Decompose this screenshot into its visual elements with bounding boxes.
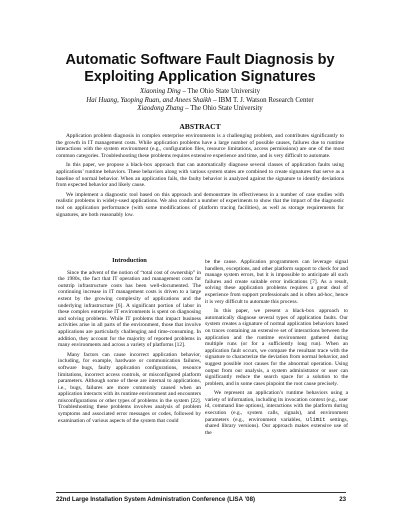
left-column	[58, 255, 201, 427]
abstract	[56, 133, 344, 221]
body-paragraph: We represent an application’s runtime behaviors using a variety of information, including its invocation context (e.g., user id, command line options), interactions with the platform during execution (e.g., system calls, signals), and environment parameters (e.g., environment variables, ulimit settings, shared library versions). Our approach makes extensive use of the	[205, 390, 348, 436]
abstract-heading: ABSTRACT	[179, 122, 221, 131]
abstract-paragraph: We implement a diagnostic tool based on this approach and demonstrate its effectiveness in a number of case studies with realistic problems in widely-used applications. We also conduct a number of experiments to show that the impact of the diagnostic tool on application performance (with some modifications of platform tracing facilities), as well as storage requirements for signatures, are both reasonably low.	[56, 191, 344, 218]
author-affiliation: – IBM T. J. Watson Research Center	[211, 96, 314, 104]
body-paragraph: In this paper, we present a black-box approach to automatically diagnose several types of application faults. Our system creates a signature of normal application behaviors based on traces containing an extensive set of interactions between the application and the runtime environment gathered during multiple runs (or for a sufficiently long run). When an application fault occurs, we compare the resultant trace with the signature to characterize the deviation from normal behavior, and suggest possible root causes for the abnormal operation. Using output from our analysis, a system administrator or user can significantly reduce the search space for a solution to the problem, and in some cases pinpoint the root cause precisely.	[205, 308, 348, 387]
introduction-heading: Introduction	[112, 257, 147, 264]
author-block	[0, 88, 400, 114]
author-line	[0, 97, 400, 106]
author-line	[0, 88, 400, 97]
abstract-paragraph: Application problem diagnosis in complex enterprise environments is a challenging problem, and contributes significantly to the growth in IT management costs. While application problems have a large number of possible causes, failures due to runtime interactions with the system environment (e.g., configuration files, resource limitations, access permissions) are one of the most common categories. Troubleshooting these problems requires extensive experience and time, and is very difficult to automate.	[56, 133, 344, 159]
author-affiliation: – The Ohio State University	[180, 88, 261, 95]
author-name: Xiaodong Zhang	[137, 105, 184, 113]
author-line	[0, 105, 400, 114]
author-affiliation: – The Ohio State University	[183, 105, 263, 113]
body-paragraph: Since the advent of the notion of “total cost of ownership” in the 1980s, the fact that IT operation and management costs far outstrip infrastructure costs has been well-documented. The continuing increase in IT management costs is driven to a large extent by the growing complexity of applications and the underlying infrastructure [6]. A significant portion of labor in these complex enterprise IT environments is spent on diagnosing and solving problems. While IT problems that impact business activities arise in all parts of the environment, those that involve applications are particularly challenging and time-consuming. In addition, they account for the majority of reported problems in many environments and across a variety of platforms [12].	[58, 269, 201, 349]
paper-title	[0, 52, 400, 86]
footer-rule	[56, 492, 346, 493]
author-name: Hai Huang, Yaoping Ruan, and Anees Shaikh	[86, 96, 212, 104]
author-name: Xiaoning Ding	[139, 88, 181, 95]
code-term: ulimit	[306, 415, 326, 423]
footer-conference: 22nd Large Installation System Administration Conference (LISA ’08)	[56, 496, 255, 503]
page-number: 23	[339, 496, 346, 503]
title-line-2: Exploiting Application Signatures	[84, 69, 316, 85]
title-line-1: Automatic Software Fault Diagnosis by	[65, 52, 335, 68]
body-paragraph: be the cause. Application programmers can leverage signal handlers, exceptions, and other platform support to check for and manage system errors, but it is impossible to anticipate all such failures and create suitable error indications [7]. As a result, solving these application problems requires a great deal of experience from support professionals and is often ad-hoc, hence it is very difficult to automate this process.	[205, 259, 348, 305]
abstract-paragraph: In this paper, we propose a black-box approach that can automatically diagnose several classes of application faults using applications’ runtime behaviors. These behaviors along with various system states are combined to create signatures that serve as a baseline of normal behavior. When an application fails, the faulty behavior is analyzed against the signature to identify deviations from expected behavior and likely cause.	[56, 162, 344, 189]
body-paragraph: Many factors can cause incorrect application behavior, including, for example, hardware or communication failures, software bugs, faulty application configurations, resource limitations, incorrect access controls, or misconfigured platform parameters. Although some of these are internal to applications, i.e., bugs, failures are more commonly caused when an application interacts with its runtime environment and encounters misconfigurations or other types of problems in the system [22]. Troubleshooting these problems involves analysis of problem symptoms and associated error messages or codes, followed by examination of various aspects of the system that could	[58, 351, 201, 424]
right-column	[205, 259, 348, 439]
